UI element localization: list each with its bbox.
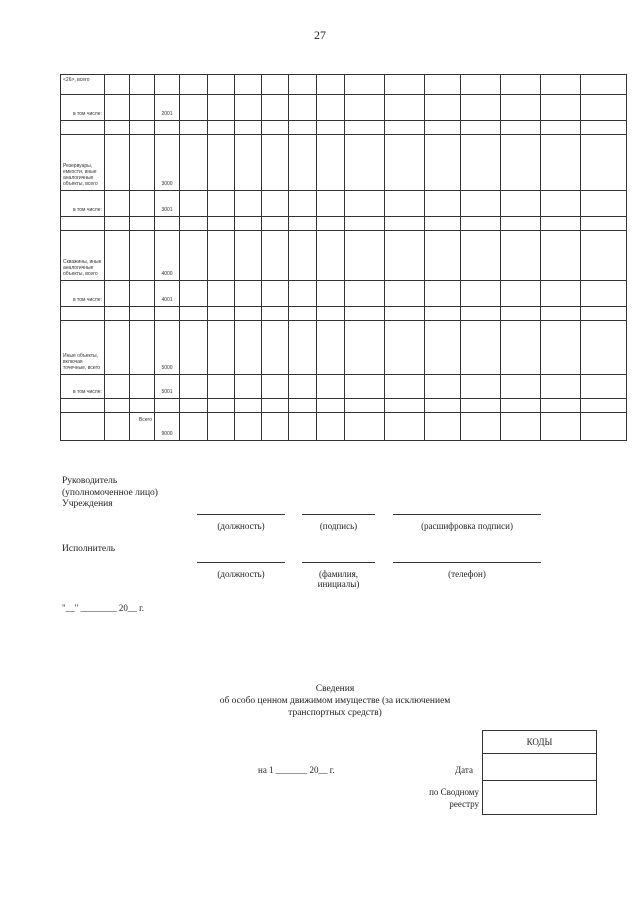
table-cell xyxy=(105,231,130,281)
decoding-line xyxy=(393,514,541,515)
table-cell xyxy=(345,307,385,321)
row-label: Резервуары, емкости, иные аналогичные объекты, всего xyxy=(61,135,105,191)
table-cell xyxy=(289,307,317,321)
table-cell xyxy=(461,75,501,95)
table-cell xyxy=(461,191,501,217)
table-cell xyxy=(262,281,289,307)
table-cell xyxy=(385,75,425,95)
table-cell xyxy=(130,95,155,121)
row-code: 4000 xyxy=(155,231,180,281)
table-cell xyxy=(262,375,289,399)
table-cell xyxy=(385,231,425,281)
table-cell xyxy=(581,75,627,95)
table-cell xyxy=(385,217,425,231)
table-cell xyxy=(541,135,581,191)
table-cell xyxy=(180,413,208,441)
table-cell xyxy=(262,135,289,191)
table-cell xyxy=(105,413,130,441)
row-label: в том числе: xyxy=(61,191,105,217)
authorized-person-label: (уполномоченное лицо) xyxy=(62,488,158,498)
table-cell xyxy=(385,135,425,191)
table-cell xyxy=(130,281,155,307)
section-title-line3: транспортных средств) xyxy=(288,708,382,718)
table-cell xyxy=(461,95,501,121)
table-cell xyxy=(501,95,541,121)
table-cell xyxy=(208,413,235,441)
table-cell xyxy=(208,95,235,121)
table-cell xyxy=(130,191,155,217)
table-cell xyxy=(345,399,385,413)
table-cell xyxy=(289,281,317,307)
table-cell xyxy=(461,231,501,281)
table-cell xyxy=(581,413,627,441)
table-cell xyxy=(581,121,627,135)
table-cell xyxy=(425,321,461,375)
row-code: 5000 xyxy=(155,321,180,375)
table-row xyxy=(61,135,627,191)
table-cell xyxy=(581,281,627,307)
table-cell xyxy=(105,75,130,95)
table-cell xyxy=(317,375,345,399)
table-cell xyxy=(208,281,235,307)
table-cell xyxy=(130,135,155,191)
table-cell xyxy=(541,281,581,307)
table-cell xyxy=(235,413,262,441)
table-cell xyxy=(345,75,385,95)
table-cell xyxy=(385,375,425,399)
table-cell xyxy=(61,413,105,441)
table-cell xyxy=(208,375,235,399)
table-cell xyxy=(262,191,289,217)
row-code xyxy=(155,399,180,413)
table-cell xyxy=(425,75,461,95)
table-cell xyxy=(235,281,262,307)
table-cell xyxy=(289,217,317,231)
table-cell xyxy=(235,75,262,95)
table-cell xyxy=(501,75,541,95)
table-cell xyxy=(345,217,385,231)
table-cell xyxy=(581,399,627,413)
table-cell xyxy=(105,135,130,191)
table-cell xyxy=(501,321,541,375)
row-label xyxy=(61,217,105,231)
table-cell xyxy=(317,217,345,231)
table-cell xyxy=(130,375,155,399)
head-label: Руководитель xyxy=(62,476,118,486)
registry-label: по Сводному реестру xyxy=(429,787,479,809)
table-cell xyxy=(541,375,581,399)
section-title xyxy=(200,683,470,719)
codes-box xyxy=(482,730,597,815)
table-cell xyxy=(208,135,235,191)
table-cell xyxy=(425,307,461,321)
phone-line xyxy=(393,562,541,563)
table-cell xyxy=(105,321,130,375)
table-cell xyxy=(541,231,581,281)
table-cell xyxy=(385,399,425,413)
table-row xyxy=(61,413,627,441)
property-table xyxy=(60,74,627,441)
table-cell xyxy=(581,231,627,281)
table-cell xyxy=(425,121,461,135)
table-cell xyxy=(461,413,501,441)
table-cell xyxy=(289,75,317,95)
table-row xyxy=(61,307,627,321)
row-code: 2001 xyxy=(155,95,180,121)
table-cell xyxy=(208,321,235,375)
table-cell xyxy=(180,191,208,217)
table-cell xyxy=(130,321,155,375)
table-cell xyxy=(130,231,155,281)
table-cell xyxy=(208,307,235,321)
table-cell xyxy=(385,321,425,375)
table-cell xyxy=(501,217,541,231)
table-cell xyxy=(385,191,425,217)
table-cell xyxy=(541,121,581,135)
table-row xyxy=(61,75,627,95)
table-cell xyxy=(425,135,461,191)
table-cell xyxy=(461,399,501,413)
table-row xyxy=(61,375,627,399)
table-cell xyxy=(289,399,317,413)
table-cell xyxy=(180,95,208,121)
table-cell xyxy=(541,217,581,231)
table-cell xyxy=(425,231,461,281)
table-cell xyxy=(208,75,235,95)
table-cell xyxy=(262,413,289,441)
table-cell xyxy=(345,135,385,191)
row-label xyxy=(61,121,105,135)
table-cell xyxy=(235,375,262,399)
executor-label: Исполнитель xyxy=(62,544,116,554)
table-cell xyxy=(235,307,262,321)
table-cell xyxy=(130,75,155,95)
row-code: 3001 xyxy=(155,191,180,217)
table-cell xyxy=(425,191,461,217)
table-cell xyxy=(262,321,289,375)
table-cell xyxy=(105,307,130,321)
table-row xyxy=(61,217,627,231)
table-cell xyxy=(235,399,262,413)
name-caption: (фамилия, инициалы) xyxy=(317,569,360,589)
table-cell xyxy=(345,121,385,135)
table-cell xyxy=(581,191,627,217)
row-code: 5001 xyxy=(155,375,180,399)
table-row xyxy=(61,231,627,281)
table-cell xyxy=(262,95,289,121)
table-cell xyxy=(262,307,289,321)
table-cell xyxy=(130,217,155,231)
table-cell xyxy=(501,375,541,399)
table-row xyxy=(61,121,627,135)
table-cell xyxy=(501,399,541,413)
table-cell xyxy=(345,231,385,281)
table-cell xyxy=(289,231,317,281)
table-cell xyxy=(208,231,235,281)
table-cell xyxy=(345,95,385,121)
table-cell xyxy=(105,191,130,217)
table-cell xyxy=(501,307,541,321)
table-cell xyxy=(208,121,235,135)
table-cell xyxy=(461,281,501,307)
table-row xyxy=(61,281,627,307)
table-cell xyxy=(461,321,501,375)
table-cell xyxy=(180,399,208,413)
table-cell xyxy=(541,413,581,441)
table-cell xyxy=(425,413,461,441)
row-label xyxy=(61,307,105,321)
row-code xyxy=(155,217,180,231)
row-code: 9000 xyxy=(155,413,180,441)
codes-header: КОДЫ xyxy=(526,737,553,747)
table-cell xyxy=(461,375,501,399)
table-cell xyxy=(345,281,385,307)
position-line-2 xyxy=(197,562,285,563)
table-cell xyxy=(180,231,208,281)
table-cell xyxy=(180,75,208,95)
table-cell xyxy=(262,75,289,95)
table-cell xyxy=(235,135,262,191)
table-cell xyxy=(130,307,155,321)
table-cell xyxy=(105,399,130,413)
table-cell xyxy=(317,121,345,135)
table-cell xyxy=(317,75,345,95)
row-label: в том числе: xyxy=(61,281,105,307)
table-cell xyxy=(262,121,289,135)
row-code: 3000 xyxy=(155,135,180,191)
table-cell xyxy=(345,191,385,217)
row-code xyxy=(155,121,180,135)
signature-caption: (подпись) xyxy=(319,521,358,531)
table-cell xyxy=(345,375,385,399)
phone-caption: (телефон) xyxy=(448,569,486,579)
table-cell xyxy=(501,231,541,281)
table-cell xyxy=(262,399,289,413)
table-cell xyxy=(425,95,461,121)
table-cell xyxy=(180,121,208,135)
table-cell xyxy=(105,375,130,399)
table-cell xyxy=(581,217,627,231)
table-cell xyxy=(501,191,541,217)
table-cell xyxy=(581,375,627,399)
date-label: Дата xyxy=(455,765,473,775)
row-code: 4001 xyxy=(155,281,180,307)
table-cell xyxy=(541,191,581,217)
on-date: на 1 _______ 20__ г. xyxy=(258,765,335,775)
row-label: Иные объекты, включая точечные, всего xyxy=(61,321,105,375)
row-label: Скважины, иные аналогичные объекты, всего xyxy=(61,231,105,281)
table-cell xyxy=(581,321,627,375)
table-cell xyxy=(385,307,425,321)
table-cell xyxy=(289,413,317,441)
table-cell xyxy=(289,375,317,399)
table-cell xyxy=(501,281,541,307)
row-label: <26>, всего xyxy=(61,75,105,95)
table-cell xyxy=(289,191,317,217)
table-cell xyxy=(317,95,345,121)
row-label: в том числе: xyxy=(61,375,105,399)
table-cell xyxy=(289,121,317,135)
table-cell xyxy=(235,217,262,231)
table-cell xyxy=(425,375,461,399)
table-cell xyxy=(541,95,581,121)
table-cell xyxy=(317,321,345,375)
table-cell xyxy=(208,191,235,217)
section-title-line1: Сведения xyxy=(315,684,355,694)
table-cell xyxy=(317,281,345,307)
table-cell xyxy=(581,135,627,191)
row-label xyxy=(61,399,105,413)
table-cell xyxy=(105,217,130,231)
decoding-caption: (расшифровка подписи) xyxy=(421,521,513,531)
table-cell xyxy=(501,413,541,441)
table-cell xyxy=(235,321,262,375)
table-cell xyxy=(289,135,317,191)
table-cell xyxy=(235,231,262,281)
page-number: 27 xyxy=(314,28,326,42)
table-cell xyxy=(501,135,541,191)
table-cell xyxy=(541,75,581,95)
table-cell xyxy=(235,95,262,121)
table-row xyxy=(61,191,627,217)
table-cell xyxy=(385,95,425,121)
signature-line xyxy=(302,514,375,515)
table-cell xyxy=(581,307,627,321)
table-row xyxy=(61,95,627,121)
table-cell xyxy=(105,281,130,307)
table-cell xyxy=(235,121,262,135)
table-cell xyxy=(385,281,425,307)
table-cell xyxy=(425,399,461,413)
table-cell xyxy=(345,413,385,441)
table-cell xyxy=(180,307,208,321)
row-code xyxy=(155,307,180,321)
table-cell xyxy=(541,307,581,321)
table-cell xyxy=(425,281,461,307)
position-caption: (должность) xyxy=(217,521,265,531)
table-cell xyxy=(317,307,345,321)
table-cell xyxy=(345,321,385,375)
table-cell xyxy=(289,321,317,375)
table-cell xyxy=(317,191,345,217)
table-cell xyxy=(208,399,235,413)
table-cell xyxy=(461,217,501,231)
table-row xyxy=(61,321,627,375)
table-cell xyxy=(105,95,130,121)
table-cell xyxy=(180,375,208,399)
table-cell xyxy=(262,231,289,281)
table-cell xyxy=(130,121,155,135)
table-cell xyxy=(180,135,208,191)
row-label: в том числе: xyxy=(61,95,105,121)
table-cell xyxy=(317,399,345,413)
position-caption-2: (должность) xyxy=(217,569,265,579)
name-line xyxy=(302,562,375,563)
table-cell xyxy=(130,399,155,413)
table-cell xyxy=(262,217,289,231)
table-cell xyxy=(180,281,208,307)
table-cell xyxy=(289,95,317,121)
table-cell xyxy=(208,217,235,231)
table-cell xyxy=(581,95,627,121)
table-cell xyxy=(385,413,425,441)
table-cell xyxy=(317,231,345,281)
table-cell xyxy=(235,191,262,217)
institution-label: Учреждения xyxy=(62,499,113,509)
table-cell xyxy=(461,135,501,191)
table-row xyxy=(61,399,627,413)
table-cell xyxy=(425,217,461,231)
table-cell xyxy=(105,121,130,135)
table-cell xyxy=(385,121,425,135)
table-cell xyxy=(317,135,345,191)
row-label: Всего xyxy=(130,413,155,441)
date-line: "__" ________ 20__ г. xyxy=(62,603,145,613)
section-title-line2: об особо ценном движимом имуществе (за исключением xyxy=(219,696,451,706)
table-cell xyxy=(541,321,581,375)
position-line xyxy=(197,514,285,515)
row-code xyxy=(155,75,180,95)
table-cell xyxy=(541,399,581,413)
table-cell xyxy=(317,413,345,441)
table-cell xyxy=(180,217,208,231)
table-cell xyxy=(180,321,208,375)
table-cell xyxy=(461,121,501,135)
table-cell xyxy=(501,121,541,135)
table-cell xyxy=(461,307,501,321)
